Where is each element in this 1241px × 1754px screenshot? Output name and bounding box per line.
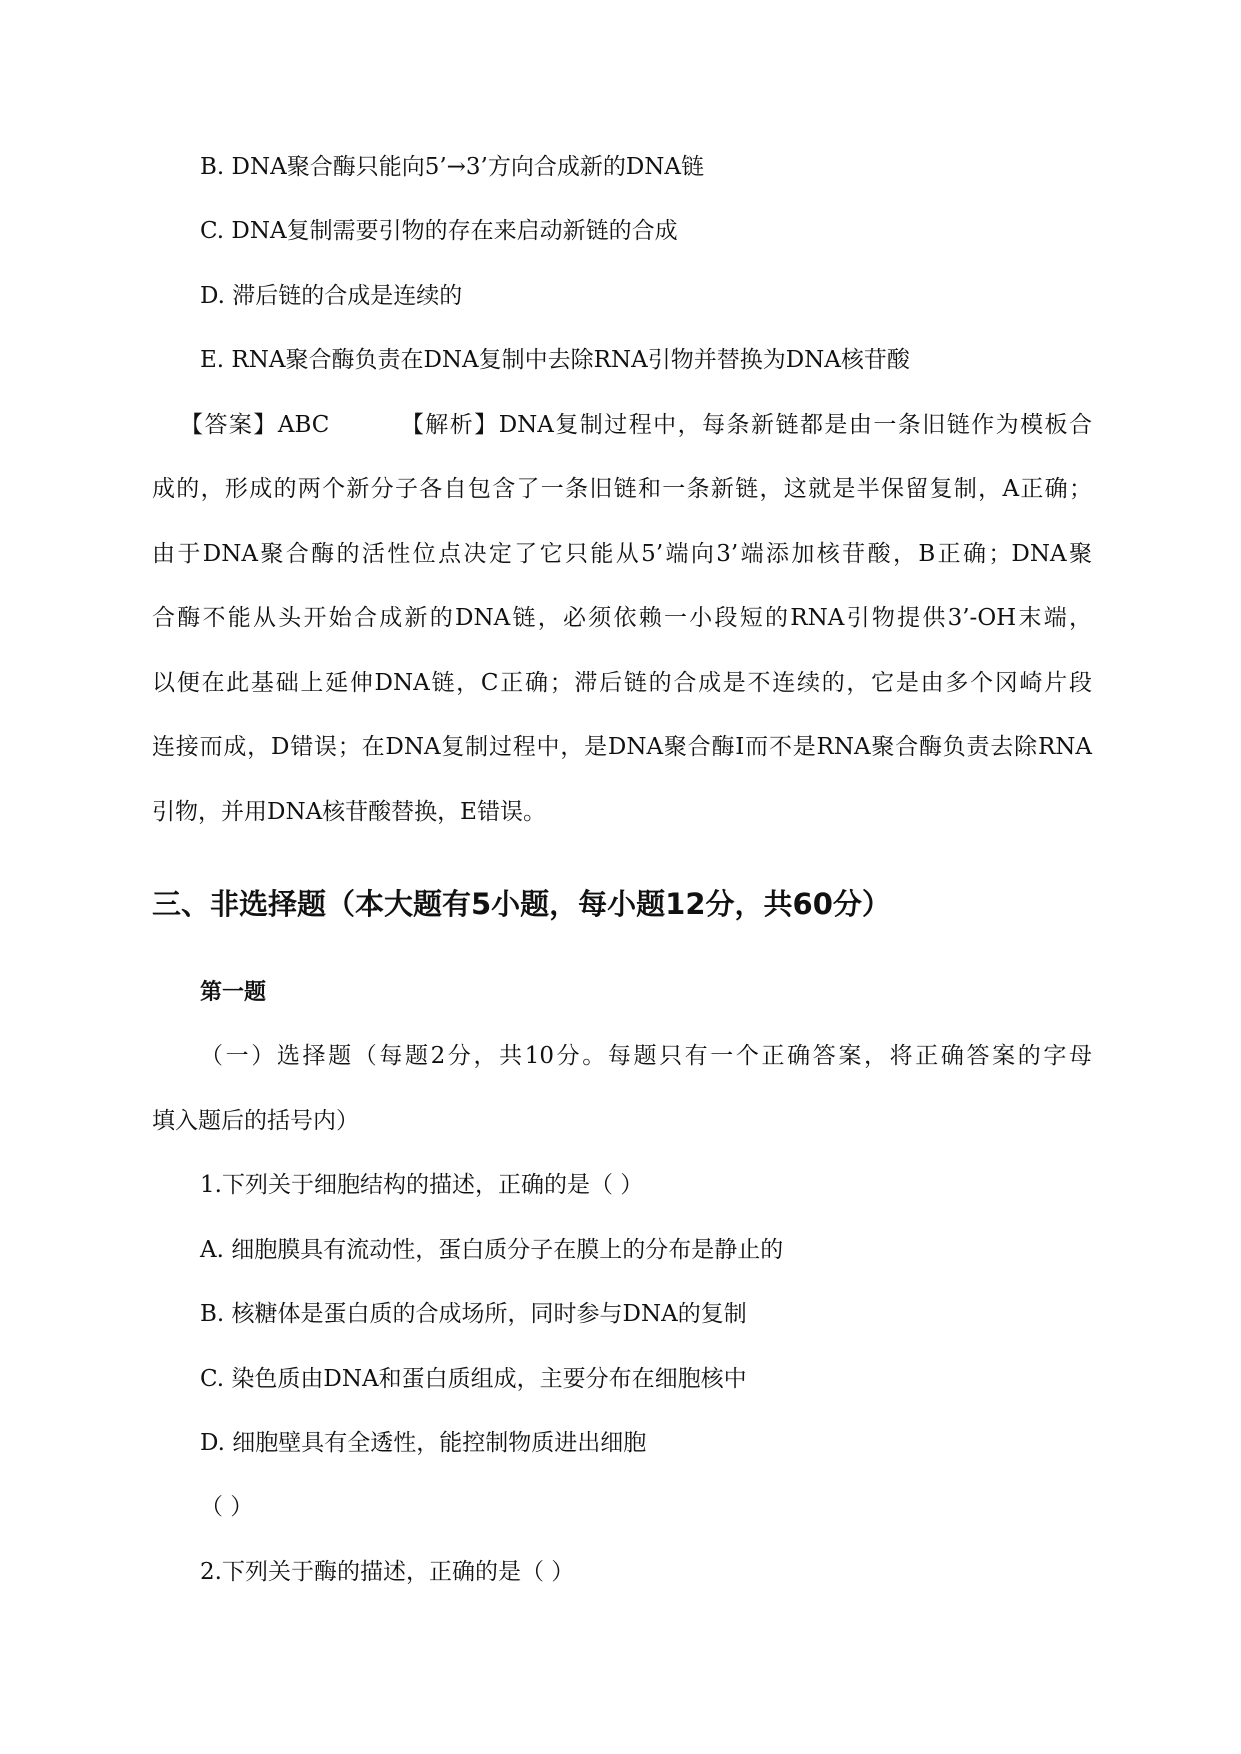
option-d: D. 滞后链的合成是连续的 [200,283,463,309]
answer-line-1 [180,410,1092,440]
analysis-line: 连接而成，D错误；在DNA复制过程中，是DNA聚合酶I而不是RNA聚合酶负责去除RNA [152,734,1092,760]
analysis-line: 以便在此基础上延伸DNA链，C正确；滞后链的合成是不连续的，它是由多个冈崎片段 [152,670,1092,696]
q1-stem: 1.下列关于细胞结构的描述，正确的是（ ） [200,1172,644,1198]
q1-option-a: A. 细胞膜具有流动性，蛋白质分子在膜上的分布是静止的 [200,1237,784,1263]
instructions-line-2: 填入题后的括号内） [152,1108,359,1134]
analysis-text: DNA复制过程中，每条新链都是由一条旧链作为模板合 [498,412,1093,438]
analysis-line: 由于DNA聚合酶的活性位点决定了它只能从5’端向3’端添加核苷酸，B正确；DNA聚 [152,541,1092,567]
option-c: C. DNA复制需要引物的存在来启动新链的合成 [200,218,678,244]
q1-option-b: B. 核糖体是蛋白质的合成场所，同时参与DNA的复制 [200,1301,747,1327]
analysis-label: 【解析】 [399,412,499,438]
analysis-line: 成的，形成的两个新分子各自包含了一条旧链和一条新链，这就是半保留复制，A正确； [152,476,1092,502]
answer-label: 【答案】ABC [180,412,330,438]
q1-option-c: C. 染色质由DNA和蛋白质组成，主要分布在细胞核中 [200,1366,747,1392]
analysis-line: 引物，并用DNA核苷酸替换，E错误。 [152,799,546,825]
q1-answer-blank: （ ） [200,1494,254,1520]
q1-option-d: D. 细胞壁具有全透性，能控制物质进出细胞 [200,1430,647,1456]
q2-stem: 2.下列关于酶的描述，正确的是（ ） [200,1559,575,1585]
instructions-line-1: （一）选择题（每题2分，共10分。每题只有一个正确答案，将正确答案的字母 [200,1043,1092,1069]
option-e: E. RNA聚合酶负责在DNA复制中去除RNA引物并替换为DNA核苷酸 [200,347,910,373]
option-b: B. DNA聚合酶只能向5’→3’方向合成新的DNA链 [200,154,705,180]
analysis-line: 合酶不能从头开始合成新的DNA链，必须依赖一小段短的RNA引物提供3’-OH末端， [152,605,1092,631]
section-title: 三、非选择题（本大题有5小题，每小题12分，共60分） [152,887,891,921]
question-title: 第一题 [200,980,267,1005]
